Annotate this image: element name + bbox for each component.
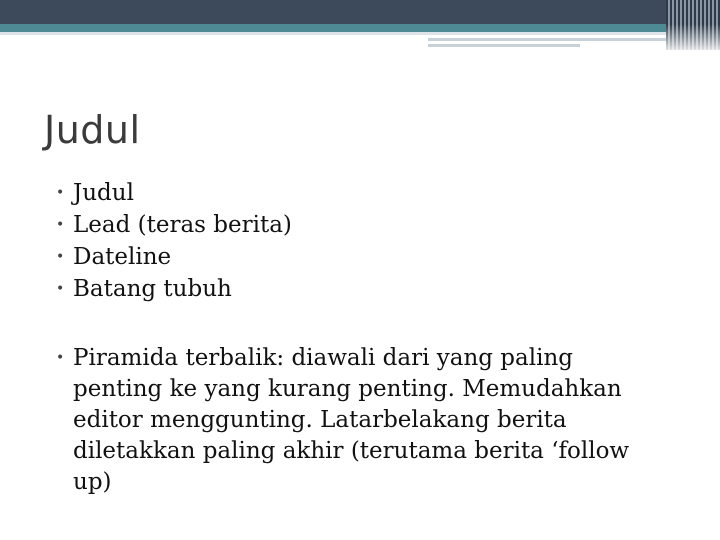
bullet-item bbox=[48, 273, 648, 305]
header-accent-line-short bbox=[428, 44, 580, 47]
header-band-dark bbox=[0, 0, 720, 24]
bullet-icon: • bbox=[56, 217, 65, 233]
bullet-icon: • bbox=[56, 249, 65, 265]
bullet-text: Batang tubuh bbox=[73, 276, 232, 302]
bullet-text: Dateline bbox=[73, 244, 172, 270]
bullet-text: Judul bbox=[73, 180, 134, 206]
header-band-teal bbox=[0, 24, 720, 32]
bullet-icon: • bbox=[56, 185, 65, 201]
slide-title: Judul bbox=[44, 108, 141, 152]
header-decoration bbox=[0, 0, 720, 50]
bullet-text: Lead (teras berita) bbox=[73, 212, 292, 238]
header-stripes-fade bbox=[666, 24, 720, 50]
bullet-list-parts bbox=[48, 177, 648, 305]
bullet-icon: • bbox=[56, 350, 65, 366]
header-band-light bbox=[0, 32, 720, 35]
bullet-item bbox=[48, 209, 648, 241]
bullet-icon: • bbox=[56, 281, 65, 297]
bullet-item bbox=[48, 241, 648, 273]
bullet-text: Piramida terbalik: diawali dari yang paling penting ke yang kurang penting. Memudahkan editor menggunting. Latarbelakang berita diletakkan paling akhir (terutama berita ‘follow up) bbox=[73, 345, 630, 495]
bullet-list-pyramid bbox=[48, 343, 668, 498]
bullet-item bbox=[48, 343, 668, 498]
header-accent-line bbox=[428, 38, 666, 41]
bullet-item bbox=[48, 177, 648, 209]
